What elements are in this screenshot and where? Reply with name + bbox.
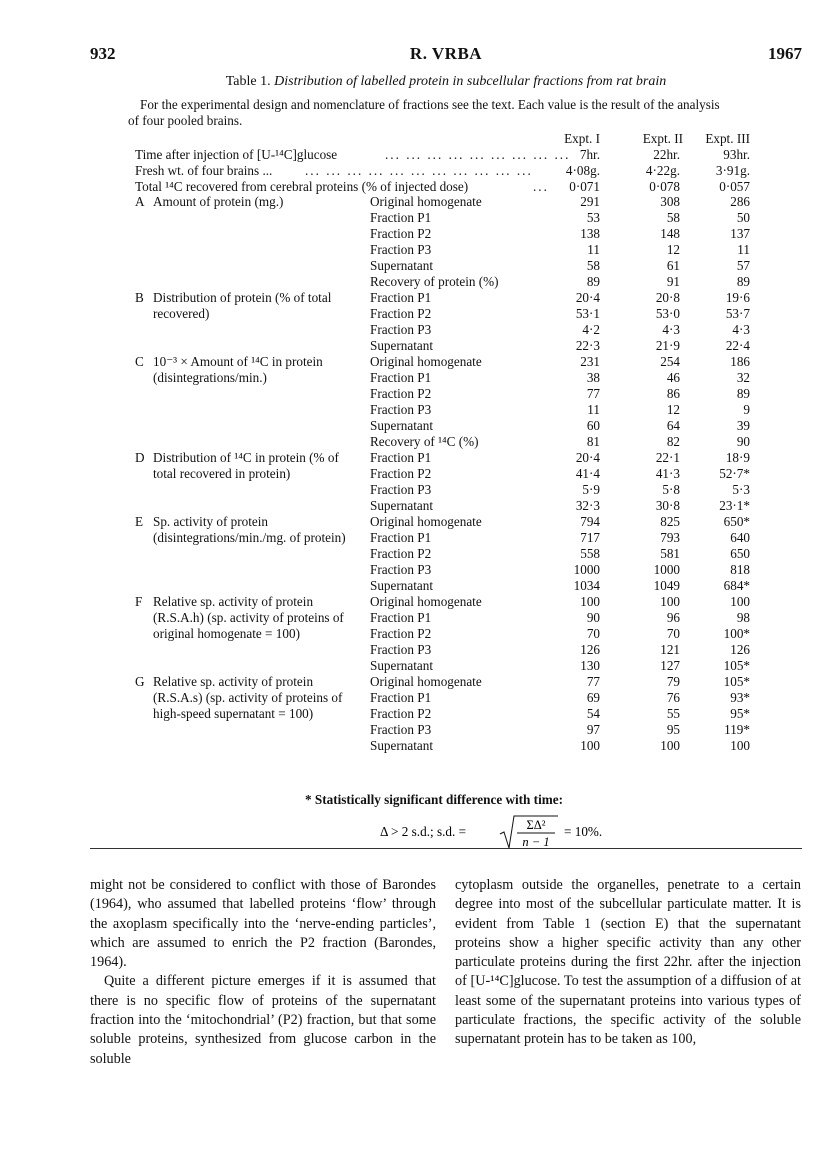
body-column-left	[90, 876, 436, 1069]
cell-value: 308	[660, 194, 680, 209]
cell-value: 5·3	[732, 482, 750, 497]
cell-value: 98	[736, 610, 750, 625]
section-divider	[90, 848, 802, 849]
section-description: Sp. activity of protein (disintegrations/min./mg. of protein)	[153, 514, 346, 545]
cell-value: 90	[586, 610, 600, 625]
row-label: Original homogenate	[370, 594, 482, 609]
meta-value: 22hr.	[653, 147, 680, 162]
row-label: Fraction P2	[370, 306, 432, 321]
cell-value: 558	[580, 546, 600, 561]
cell-value: 21·9	[655, 338, 680, 353]
cell-value: 61	[666, 258, 680, 273]
cell-value: 58	[586, 258, 600, 273]
cell-value: 76	[666, 690, 680, 705]
row-label: Recovery of ¹⁴C (%)	[370, 434, 479, 449]
cell-value: 137	[730, 226, 750, 241]
row-label: Fraction P3	[370, 722, 432, 737]
cell-value: 77	[586, 386, 600, 401]
cell-value: 126	[730, 642, 750, 657]
row-label: Fraction P3	[370, 562, 432, 577]
row-label: Supernatant	[370, 258, 433, 273]
row-label: Fraction P2	[370, 706, 432, 721]
row-label: Fraction P1	[370, 530, 432, 545]
leader-dots: ... ... ... ... ... ... ... ... ...	[385, 147, 571, 162]
formula-numerator: ΣΔ²	[526, 818, 546, 832]
table-title: Distribution of labelled protein in subcellular fractions from rat brain	[274, 74, 667, 89]
cell-value: 20·8	[655, 290, 680, 305]
meta-value: 4·08g.	[565, 163, 600, 178]
page-header	[90, 44, 802, 68]
table-note-line-1: For the experimental design and nomenclature of fractions see the text. Each value is the result of the analysis	[140, 97, 720, 112]
page-number: 932	[90, 44, 116, 63]
cell-value: 39	[736, 418, 750, 433]
meta-value: 7hr.	[579, 147, 600, 162]
row-label: Original homogenate	[370, 674, 482, 689]
meta-label: Total ¹⁴C recovered from cerebral proteins (% of injected dose)	[135, 179, 469, 194]
table-caption	[90, 74, 802, 90]
cell-value: 11	[587, 402, 600, 417]
cell-value: 97	[586, 722, 600, 737]
row-label: Fraction P1	[370, 610, 432, 625]
row-label: Fraction P3	[370, 642, 432, 657]
cell-value: 53·7	[725, 306, 750, 321]
row-label: Fraction P1	[370, 690, 432, 705]
section-letter: C	[135, 354, 144, 369]
row-label: Fraction P1	[370, 450, 432, 465]
cell-value: 58	[666, 210, 680, 225]
cell-value: 95*	[730, 706, 750, 721]
body-paragraph: might not be considered to conflict with those of Barondes (1964), who assumed that labelled proteins ‘flow’ through the axoplasm specifically into the ‘nerve-ending particles’, which are assumed to enrich the P2 fraction (Barondes, 1964).	[90, 877, 436, 971]
body-paragraph: cytoplasm outside the organelles, penetrate to a certain degree into most of the subcellular particulate matter. It is evident from Table 1 (section E) that the supernatant proteins show a higher specific activity than any other particulate proteins during the first 22hr. after the injection of [U-¹⁴C]glucose. To test the assumption of a diffusion of at least some of the supernatant proteins into various types of particulate fractions, the specific activity of the soluble supernatant protein has to be taken as 100,	[455, 877, 801, 1048]
row-label: Original homogenate	[370, 514, 482, 529]
row-label: Fraction P3	[370, 482, 432, 497]
cell-value: 100	[580, 738, 600, 753]
meta-value: 4·22g.	[645, 163, 680, 178]
cell-value: 148	[660, 226, 680, 241]
row-label: Fraction P3	[370, 242, 432, 257]
cell-value: 46	[666, 370, 680, 385]
row-label: Original homogenate	[370, 194, 482, 209]
cell-value: 55	[666, 706, 680, 721]
cell-value: 684*	[723, 578, 750, 593]
section-letter: B	[135, 290, 144, 305]
cell-value: 11	[737, 242, 750, 257]
row-label: Fraction P2	[370, 466, 432, 481]
cell-value: 20·4	[575, 450, 600, 465]
cell-value: 5·9	[582, 482, 600, 497]
body-column-right	[455, 876, 801, 1050]
column-header-expt-2: Expt. II	[642, 131, 683, 146]
column-header-expt-1: Expt. I	[564, 131, 600, 146]
cell-value: 77	[586, 674, 600, 689]
cell-value: 5·8	[662, 482, 680, 497]
cell-value: 22·1	[655, 450, 680, 465]
cell-value: 105*	[723, 658, 750, 673]
cell-value: 57	[736, 258, 750, 273]
cell-value: 52·7*	[719, 466, 750, 481]
leader-dots: ...	[533, 179, 549, 194]
cell-value: 38	[586, 370, 600, 385]
cell-value: 70	[586, 626, 600, 641]
section-description: Amount of protein (mg.)	[153, 194, 284, 209]
section-description: Relative sp. activity of protein (R.S.A.s) (sp. activity of proteins of high-speed supernatant = 100)	[153, 674, 343, 721]
row-label: Original homogenate	[370, 354, 482, 369]
cell-value: 1034	[573, 578, 600, 593]
cell-value: 818	[730, 562, 750, 577]
cell-value: 54	[586, 706, 600, 721]
column-header-expt-3: Expt. III	[705, 131, 750, 146]
cell-value: 41·3	[655, 466, 680, 481]
cell-value: 50	[736, 210, 750, 225]
cell-value: 4·2	[582, 322, 600, 337]
cell-value: 69	[586, 690, 600, 705]
cell-value: 41·4	[575, 466, 600, 481]
cell-value: 650	[730, 546, 750, 561]
cell-value: 291	[580, 194, 600, 209]
section-letter: D	[135, 450, 145, 465]
row-label: Fraction P3	[370, 402, 432, 417]
cell-value: 9	[743, 402, 750, 417]
cell-value: 32	[736, 370, 750, 385]
cell-value: 100	[580, 594, 600, 609]
cell-value: 793	[660, 530, 680, 545]
cell-value: 64	[666, 418, 680, 433]
cell-value: 91	[666, 274, 680, 289]
cell-value: 19·6	[725, 290, 750, 305]
meta-value: 0·057	[719, 179, 750, 194]
cell-value: 1000	[653, 562, 680, 577]
row-label: Supernatant	[370, 338, 433, 353]
cell-value: 23·1*	[719, 498, 750, 513]
cell-value: 53·1	[575, 306, 600, 321]
cell-value: 11	[587, 242, 600, 257]
cell-value: 130	[580, 658, 600, 673]
row-label: Fraction P1	[370, 210, 432, 225]
cell-value: 89	[736, 274, 750, 289]
meta-value: 0·078	[649, 179, 680, 194]
cell-value: 717	[580, 530, 600, 545]
section-description: Distribution of protein (% of total recovered)	[153, 290, 332, 321]
cell-value: 650*	[723, 514, 750, 529]
row-label: Fraction P2	[370, 226, 432, 241]
cell-value: 1049	[653, 578, 680, 593]
cell-value: 138	[580, 226, 600, 241]
section-description: Relative sp. activity of protein (R.S.A.h) (sp. activity of proteins of original homogenate = 100)	[153, 594, 344, 641]
cell-value: 100	[730, 594, 750, 609]
cell-value: 286	[730, 194, 750, 209]
meta-label: Time after injection of [U-¹⁴C]glucose	[135, 147, 338, 162]
row-label: Supernatant	[370, 498, 433, 513]
section-letter: G	[135, 674, 145, 689]
footnote: * Statistically significant difference with time:	[305, 792, 563, 807]
cell-value: 127	[660, 658, 680, 673]
cell-value: 79	[666, 674, 680, 689]
cell-value: 640	[730, 530, 750, 545]
cell-value: 100	[660, 594, 680, 609]
cell-value: 20·4	[575, 290, 600, 305]
section-description: 10⁻³ × Amount of ¹⁴C in protein (disintegrations/min.)	[153, 354, 323, 385]
row-label: Fraction P1	[370, 370, 432, 385]
section-letter: A	[135, 194, 145, 209]
meta-label: Fresh wt. of four brains ...	[135, 163, 273, 178]
cell-value: 4·3	[662, 322, 680, 337]
meta-value: 93hr.	[723, 147, 750, 162]
body-paragraph: Quite a different picture emerges if it is assumed that there is no specific flow of proteins of the supernatant fraction into the ‘mitochondrial’ (P2) fraction, but that some soluble proteins, synthesized from glucose carbon in the soluble	[90, 973, 436, 1067]
row-label: Fraction P2	[370, 546, 432, 561]
cell-value: 30·8	[655, 498, 680, 513]
section-letter: E	[135, 514, 144, 529]
cell-value: 100*	[723, 626, 750, 641]
row-label: Supernatant	[370, 738, 433, 753]
cell-value: 186	[730, 354, 750, 369]
row-label: Fraction P2	[370, 386, 432, 401]
cell-value: 825	[660, 514, 680, 529]
cell-value: 95	[666, 722, 680, 737]
cell-value: 96	[666, 610, 680, 625]
row-label: Fraction P3	[370, 322, 432, 337]
cell-value: 81	[586, 434, 600, 449]
running-year: 1967	[768, 44, 802, 63]
cell-value: 100	[730, 738, 750, 753]
cell-value: 12	[666, 242, 680, 257]
cell-value: 1000	[573, 562, 600, 577]
cell-value: 100	[660, 738, 680, 753]
cell-value: 82	[666, 434, 680, 449]
meta-value: 0·071	[569, 179, 600, 194]
cell-value: 22·3	[575, 338, 600, 353]
cell-value: 53	[586, 210, 600, 225]
cell-value: 254	[660, 354, 680, 369]
row-label: Fraction P1	[370, 290, 432, 305]
cell-value: 32·3	[575, 498, 600, 513]
table-note-line-2: of four pooled brains.	[128, 113, 243, 128]
cell-value: 90	[736, 434, 750, 449]
cell-value: 86	[666, 386, 680, 401]
cell-value: 93*	[730, 690, 750, 705]
leader-dots: ... ... ... ... ... ... ... ... ... ... ...	[305, 163, 533, 178]
cell-value: 53·0	[655, 306, 680, 321]
cell-value: 794	[580, 514, 600, 529]
cell-value: 22·4	[725, 338, 750, 353]
cell-value: 70	[666, 626, 680, 641]
cell-value: 18·9	[725, 450, 750, 465]
table-label: Table 1.	[225, 74, 271, 89]
cell-value: 231	[580, 354, 600, 369]
cell-value: 119*	[724, 722, 750, 737]
cell-value: 89	[736, 386, 750, 401]
cell-value: 581	[660, 546, 680, 561]
row-label: Fraction P2	[370, 626, 432, 641]
cell-value: 12	[666, 402, 680, 417]
cell-value: 126	[580, 642, 600, 657]
row-label: Supernatant	[370, 658, 433, 673]
cell-value: 89	[586, 274, 600, 289]
formula-rhs: = 10%.	[564, 824, 603, 839]
formula-lhs: Δ > 2 s.d.; s.d. =	[380, 824, 467, 839]
row-label: Supernatant	[370, 418, 433, 433]
section-letter: F	[135, 594, 143, 609]
section-description: Distribution of ¹⁴C in protein (% of total recovered in protein)	[153, 450, 339, 481]
cell-value: 60	[586, 418, 600, 433]
meta-value: 3·91g.	[715, 163, 750, 178]
cell-value: 105*	[723, 674, 750, 689]
running-author: R. VRBA	[409, 44, 483, 63]
cell-value: 121	[660, 642, 680, 657]
row-label: Supernatant	[370, 578, 433, 593]
cell-value: 4·3	[732, 322, 750, 337]
formula-denominator: n − 1	[522, 835, 550, 849]
row-label: Recovery of protein (%)	[370, 274, 499, 289]
